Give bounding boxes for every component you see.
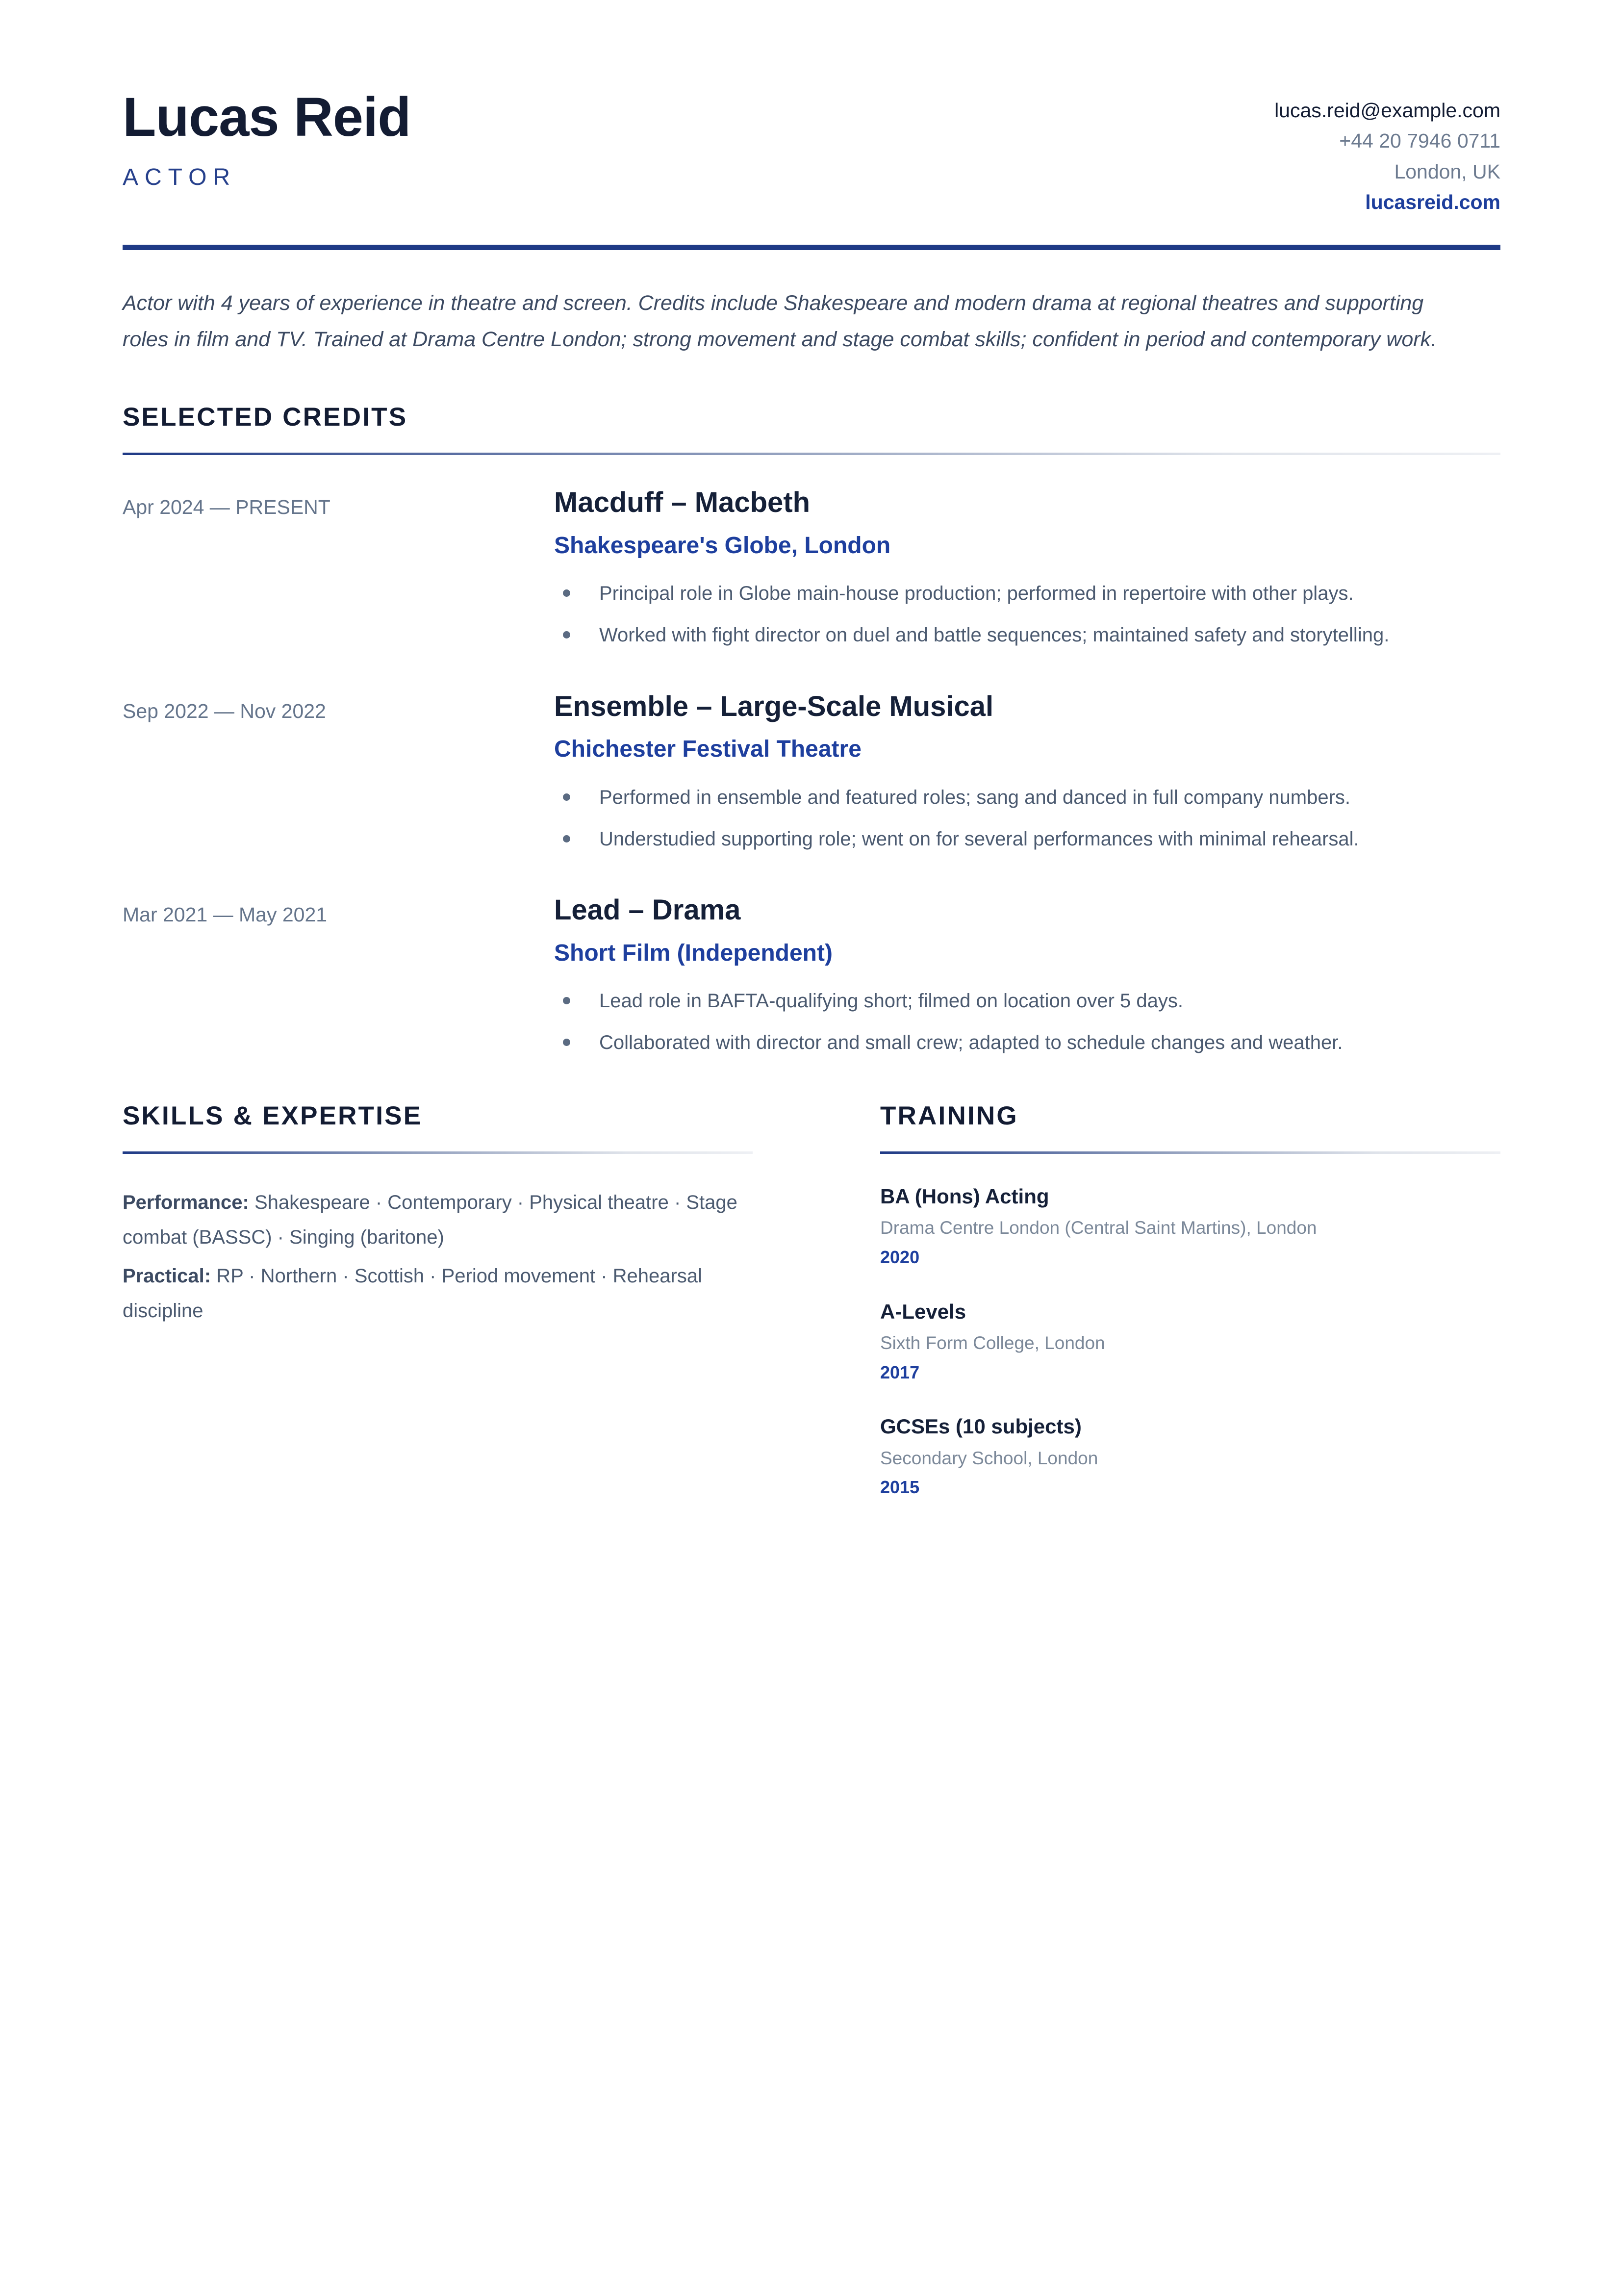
credit-role: Macduff – Macbeth <box>554 486 811 519</box>
credit-details <box>554 689 1500 855</box>
skills-list <box>123 1185 753 1329</box>
section-divider-skills <box>123 1151 753 1154</box>
credits-list <box>123 485 1500 1059</box>
training-entry <box>880 1183 1500 1270</box>
credit-entry <box>123 893 1500 1059</box>
selected-credits-section <box>123 402 1500 1059</box>
credit-bullet: Performed in ensemble and featured roles; sang and danced in full company numbers. <box>554 782 1500 814</box>
credit-bullet: Understudied supporting role; went on for several performances with minimal rehearsal. <box>554 823 1500 855</box>
training-school: Drama Centre London (Central Saint Martins), London <box>880 1218 1317 1238</box>
contact-website-link[interactable]: lucasreid.com <box>1365 190 1500 213</box>
professional-title: ACTOR <box>123 164 237 190</box>
skill-group-label: Practical: <box>123 1265 211 1287</box>
section-heading-training: TRAINING <box>880 1101 1018 1130</box>
credit-company: Chichester Festival Theatre <box>554 736 862 763</box>
training-entry <box>880 1413 1500 1500</box>
training-section <box>880 1101 1500 1500</box>
training-entry <box>880 1299 1500 1385</box>
skills-section <box>123 1101 753 1500</box>
skill-group-label: Performance: <box>123 1191 249 1213</box>
credit-details <box>554 485 1500 651</box>
contact-phone[interactable]: +44 20 7946 0711 <box>1339 129 1500 153</box>
training-school: Secondary School, London <box>880 1448 1098 1468</box>
section-divider-training <box>880 1151 1500 1154</box>
credit-bullet: Collaborated with director and small crew; adapted to schedule changes and weather. <box>554 1027 1500 1059</box>
credit-bullet: Lead role in BAFTA-qualifying short; filmed on location over 5 days. <box>554 985 1500 1017</box>
credit-bullet-list <box>554 578 1500 651</box>
training-degree: A-Levels <box>880 1300 966 1323</box>
contact-location: London, UK <box>1394 160 1500 183</box>
training-list <box>880 1183 1500 1500</box>
credit-role: Lead – Drama <box>554 894 741 926</box>
credit-dates: Apr 2024 — PRESENT <box>123 496 330 519</box>
credit-details <box>554 893 1500 1059</box>
contact-block <box>1274 74 1500 217</box>
section-heading-credits: SELECTED CREDITS <box>123 403 408 432</box>
credit-dates: Sep 2022 — Nov 2022 <box>123 699 326 722</box>
skill-group-value: Shakespeare · Contemporary · Physical theatre · Stage combat (BASSC) · Singing (baritone) <box>123 1191 737 1249</box>
training-school: Sixth Form College, London <box>880 1333 1105 1353</box>
section-heading-skills: SKILLS & EXPERTISE <box>123 1101 423 1130</box>
credit-entry <box>123 689 1500 855</box>
credit-entry <box>123 485 1500 651</box>
skill-group-value: RP · Northern · Scottish · Period movement · Rehearsal discipline <box>123 1265 702 1322</box>
credit-bullet: Principal role in Globe main-house production; performed in repertoire with other plays. <box>554 578 1500 610</box>
header-divider <box>123 245 1500 250</box>
section-divider-credits <box>123 453 1500 455</box>
training-degree: BA (Hons) Acting <box>880 1184 1049 1208</box>
credit-company: Short Film (Independent) <box>554 940 833 966</box>
credit-bullet: Worked with fight director on duel and battle sequences; maintained safety and storytelling. <box>554 619 1500 651</box>
skill-group <box>123 1185 753 1255</box>
page-title: Lucas Reid <box>123 86 411 148</box>
training-year: 2020 <box>880 1247 920 1268</box>
header-identity <box>123 74 411 191</box>
credit-bullet-list <box>554 985 1500 1059</box>
resume-header <box>123 74 1500 217</box>
credit-bullet-list <box>554 782 1500 855</box>
credit-role: Ensemble – Large-Scale Musical <box>554 690 994 722</box>
skill-group <box>123 1259 753 1328</box>
training-year: 2015 <box>880 1477 920 1498</box>
contact-email[interactable]: lucas.reid@example.com <box>1274 99 1500 122</box>
credit-dates: Mar 2021 — May 2021 <box>123 903 328 926</box>
training-degree: GCSEs (10 subjects) <box>880 1415 1082 1438</box>
credit-company: Shakespeare's Globe, London <box>554 532 891 559</box>
training-year: 2017 <box>880 1362 920 1382</box>
lower-columns <box>123 1101 1500 1500</box>
professional-summary: Actor with 4 years of experience in theatre and screen. Credits include Shakespeare and modern drama at regional theatres and supporting roles in film and TV. Trained at Drama Centre London; strong movement and stage combat skills; confident in period and contemporary work. <box>123 291 1437 352</box>
